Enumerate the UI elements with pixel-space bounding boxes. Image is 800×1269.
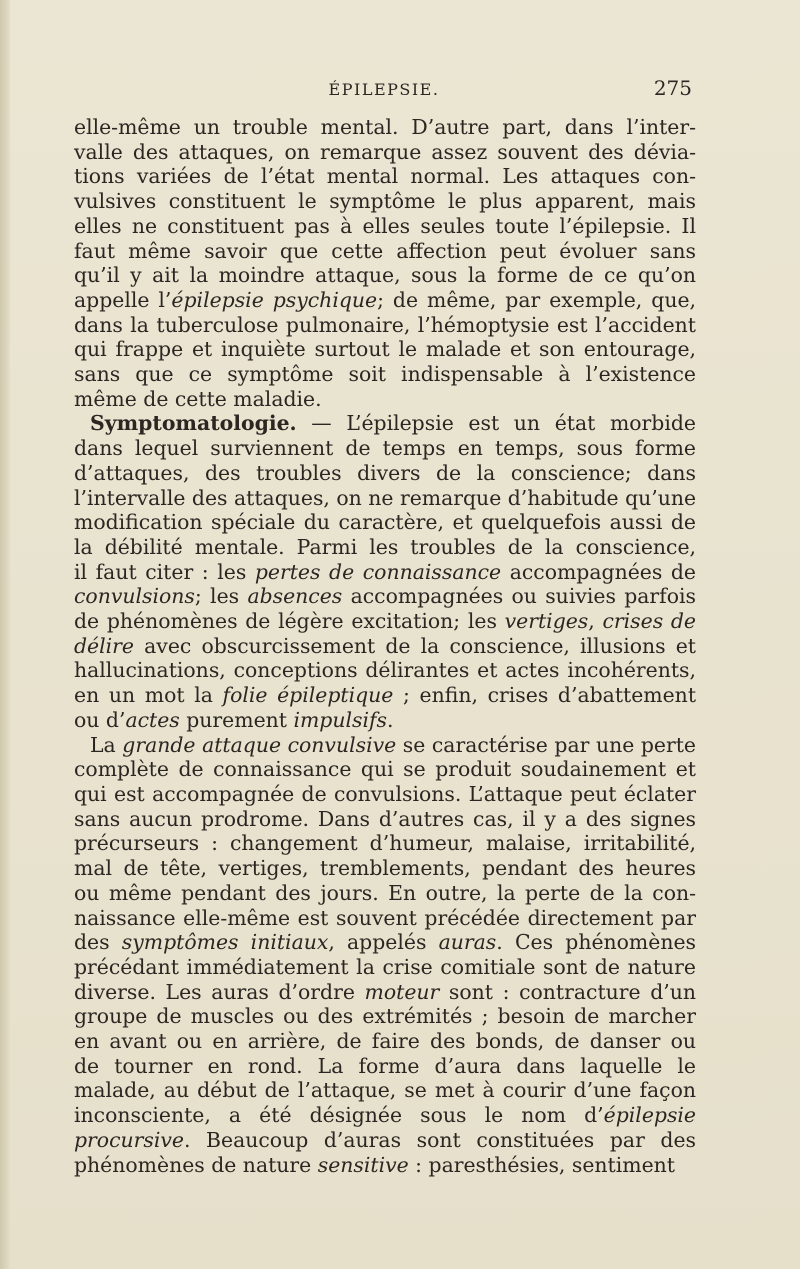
italic-term: convulsions — [74, 584, 195, 609]
text-line — [74, 560, 696, 585]
text-line — [74, 584, 696, 609]
text-segment: , appelés — [328, 930, 439, 955]
text-segment: groupe de muscles ou des extrémités ; besoin de marcher — [74, 1004, 696, 1029]
text-segment: l’intervalle des attaques, on ne remarque d’habitude qu’une — [74, 485, 697, 510]
text-segment: phénomènes de nature — [74, 1152, 318, 1177]
italic-term: crises de — [602, 609, 696, 634]
text-line — [74, 757, 696, 782]
text-segment: La — [90, 732, 123, 757]
text-segment: . Beaucoup d’auras sont constituées par des — [183, 1127, 696, 1152]
text-line — [74, 436, 696, 461]
italic-term: procursive — [74, 1127, 184, 1152]
text-segment: tions variées de l’état mental normal. Les attaques con- — [74, 164, 696, 189]
text-segment: mal de tête, vertiges, tremblements, pendant des heures — [74, 856, 696, 881]
text-segment: elles ne constituent pas à elles seules toute l’épilepsie. Il — [74, 213, 696, 238]
text-segment: ; les — [194, 584, 248, 609]
text-line — [74, 164, 696, 189]
text-line — [74, 708, 696, 733]
text-segment: précurseurs : changement d’humeur, malaise, irritabilité, — [74, 831, 696, 856]
text-segment: — L’épilepsie est un état morbide — [296, 411, 696, 436]
text-segment: ; enfin, crises d’abattement — [393, 683, 697, 708]
text-line — [74, 411, 696, 436]
text-segment: d’attaques, des troubles divers de la conscience; dans — [74, 460, 696, 485]
text-segment: qui est accompagnée de convulsions. L’attaque peut éclater — [74, 781, 696, 806]
text-line — [74, 288, 696, 313]
text-segment: dans lequel surviennent de temps en temps, sous forme — [74, 436, 696, 461]
text-line — [74, 807, 696, 832]
italic-term: moteur — [364, 979, 440, 1004]
text-segment: : paresthésies, sentiment — [408, 1152, 675, 1177]
italic-term: vertiges — [504, 609, 589, 634]
italic-term: pertes de connaissance — [254, 559, 502, 584]
text-line — [74, 1128, 696, 1153]
section-heading: Symptomatologie. — [90, 411, 297, 436]
text-line — [74, 881, 696, 906]
text-line — [74, 856, 696, 881]
text-segment: naissance elle-même est souvent précédée directement par — [74, 905, 696, 930]
text-segment: ou d’ — [74, 707, 126, 732]
text-segment: diverse. Les auras d’ordre — [74, 979, 365, 1004]
running-title: ÉPILEPSIE. — [328, 80, 440, 99]
text-line — [74, 634, 696, 659]
italic-term: actes — [125, 707, 180, 732]
text-line — [74, 955, 696, 980]
text-segment: . Ces phénomènes — [496, 930, 696, 955]
text-segment: en un mot la — [74, 683, 223, 708]
text-segment: ou même pendant des jours. En outre, la perte de la con- — [74, 880, 696, 905]
italic-term: sensitive — [317, 1152, 409, 1177]
text-segment: , — [588, 609, 603, 634]
text-line — [74, 782, 696, 807]
paragraph — [74, 115, 696, 411]
text-line — [74, 831, 696, 856]
text-segment: de tourner en rond. La forme d’aura dans laquelle le — [74, 1053, 696, 1078]
text-segment: valle des attaques, on remarque assez souvent des dévia- — [74, 139, 696, 164]
text-line — [74, 733, 696, 758]
text-line — [74, 115, 696, 140]
text-segment: même de cette maladie. — [74, 386, 322, 411]
text-segment: dans la tuberculose pulmonaire, l’hémoptysie est l’accident — [74, 312, 696, 337]
text-line — [74, 387, 696, 412]
text-segment: sont : contracture d’un — [439, 979, 696, 1004]
text-segment: inconsciente, a été désignée sous le nom d’ — [74, 1103, 604, 1128]
text-segment: qui frappe et inquiète surtout le malade et son entourage, — [74, 337, 696, 362]
text-line — [74, 1054, 696, 1079]
text-segment: complète de connaissance qui se produit soudainement et — [74, 757, 696, 782]
text-segment: sans aucun prodrome. Dans d’autres cas, il y a des signes — [74, 806, 696, 831]
text-segment: appelle l’ — [74, 287, 172, 312]
text-segment: purement — [179, 707, 294, 732]
text-segment: hallucinations, conceptions délirantes et actes incohérents, — [74, 658, 696, 683]
text-segment: en avant ou en arrière, de faire des bonds, de danser ou — [74, 1029, 696, 1054]
text-line — [74, 337, 696, 362]
italic-term: délire — [74, 633, 134, 658]
text-segment: sans que ce symptôme soit indispensable à l’existence — [74, 362, 696, 387]
text-line — [74, 214, 696, 239]
text-line — [74, 980, 696, 1005]
text-line — [74, 510, 696, 535]
text-line — [74, 313, 696, 338]
text-segment: des — [74, 930, 122, 955]
italic-term: épilepsie psychique — [171, 287, 378, 312]
italic-term: épilepsie — [603, 1103, 696, 1128]
italic-term: absences — [247, 584, 343, 609]
text-line — [74, 239, 696, 264]
text-line — [74, 658, 696, 683]
page-number: 275 — [653, 76, 692, 100]
text-line — [74, 263, 696, 288]
text-line — [74, 535, 696, 560]
italic-term: grande attaque convulsive — [122, 732, 397, 757]
text-segment: vulsives constituent le symptôme le plus apparent, mais — [74, 189, 696, 214]
text-line — [74, 930, 696, 955]
body-text — [74, 115, 696, 1177]
text-segment: elle-même un trouble mental. D’autre part, dans l’inter- — [74, 115, 696, 139]
text-line — [74, 189, 696, 214]
text-segment: accompagnées ou suivies parfois — [342, 584, 696, 609]
text-segment: de phénomènes de légère excitation; les — [74, 609, 505, 634]
text-line — [74, 683, 696, 708]
text-line — [74, 362, 696, 387]
page-binding-edge — [0, 0, 10, 1269]
text-segment: malade, au début de l’attaque, se met à courir d’une façon — [74, 1078, 696, 1103]
italic-term: impulsifs — [293, 707, 388, 732]
text-line — [74, 140, 696, 165]
text-segment: accompagnées de — [501, 559, 696, 584]
text-line — [74, 461, 696, 486]
italic-term: auras — [438, 930, 497, 955]
text-segment: modification spéciale du caractère, et quelquefois aussi de — [74, 510, 696, 535]
text-line — [74, 1078, 696, 1103]
page-header — [74, 76, 694, 106]
text-line — [74, 906, 696, 931]
text-segment: . — [387, 707, 394, 732]
paragraph — [74, 733, 696, 1178]
text-segment: avec obscurcissement de la conscience, illusions et — [133, 633, 696, 658]
text-segment: précédant immédiatement la crise comitiale sont de nature — [74, 954, 696, 979]
text-segment: la débilité mentale. Parmi les troubles de la conscience, — [74, 534, 696, 559]
text-line — [74, 609, 696, 634]
text-segment: ; de même, par exemple, que, — [377, 287, 696, 312]
paragraph — [74, 411, 696, 732]
text-segment: se caractérise par une perte — [396, 732, 696, 757]
text-line — [74, 1029, 696, 1054]
italic-term: symptômes initiaux — [121, 930, 329, 955]
text-segment: il faut citer : les — [74, 559, 255, 584]
text-segment: faut même savoir que cette affection peut évoluer sans — [74, 238, 696, 263]
text-segment: qu’il y ait la moindre attaque, sous la forme de ce qu’on — [74, 263, 696, 288]
text-line — [74, 1153, 696, 1178]
text-line — [74, 486, 696, 511]
text-line — [74, 1103, 696, 1128]
text-line — [74, 1004, 696, 1029]
italic-term: folie épileptique — [222, 683, 394, 708]
